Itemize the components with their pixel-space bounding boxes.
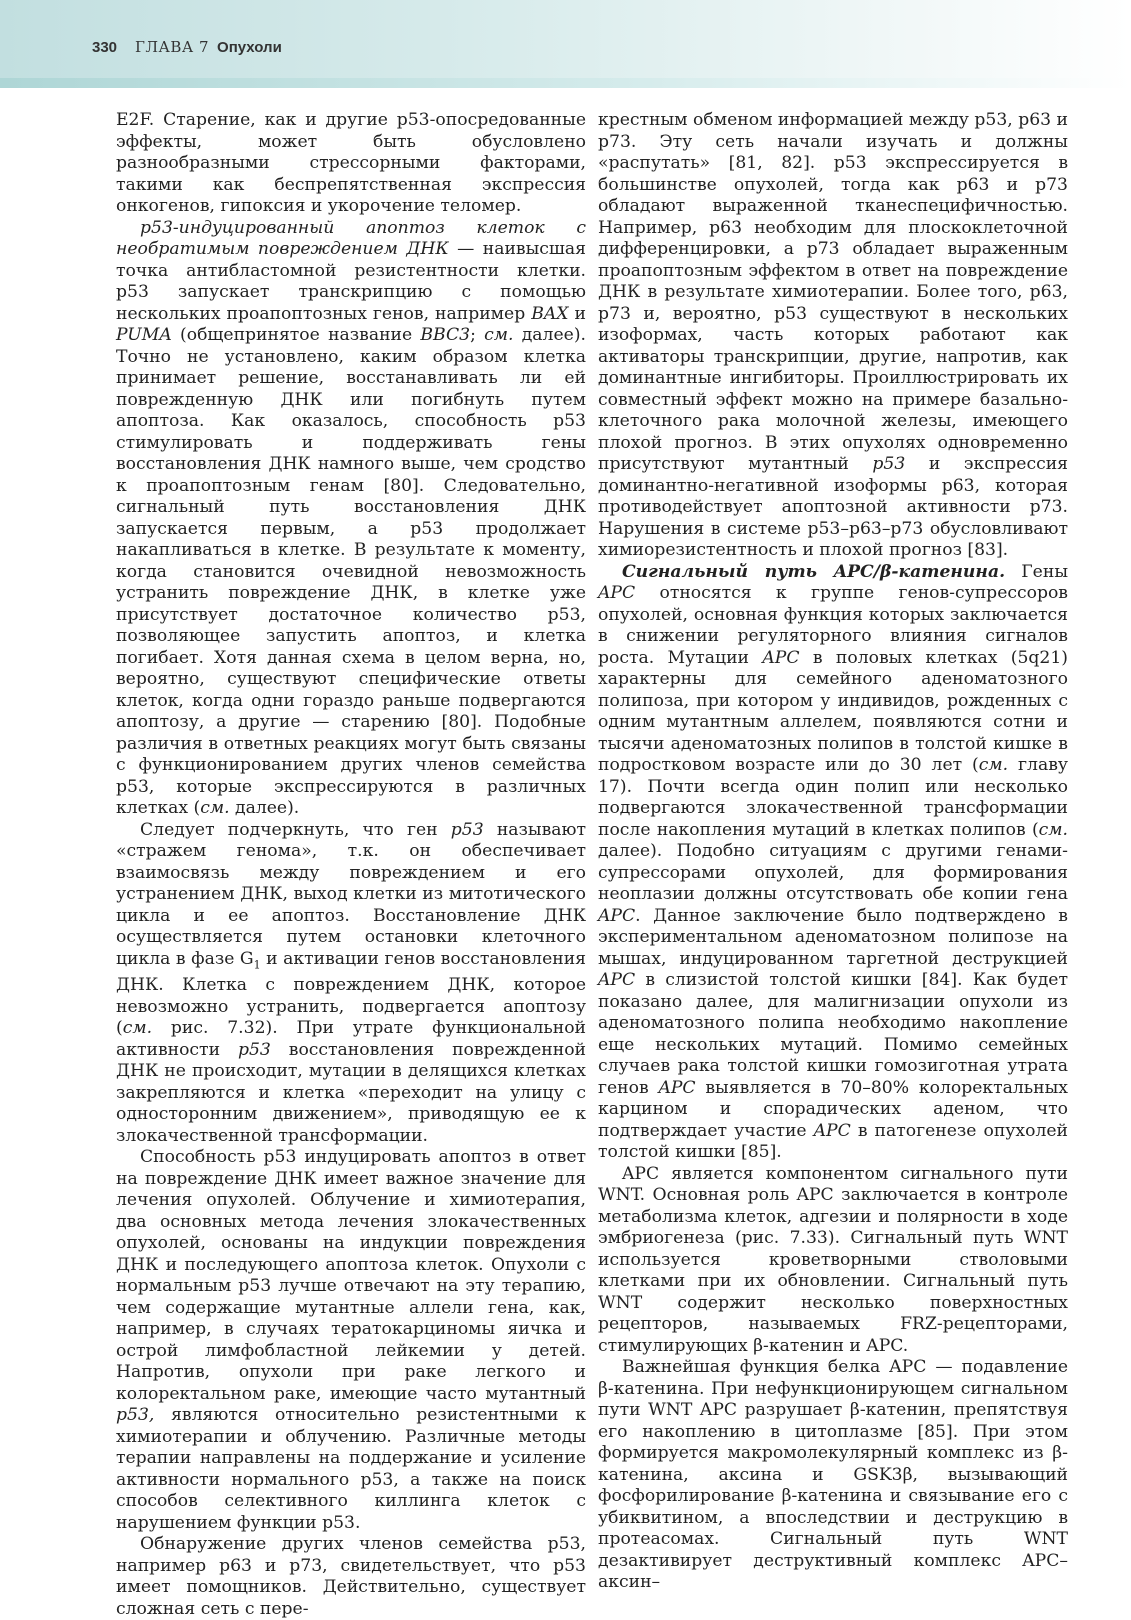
- see-reference: см.: [1038, 819, 1068, 840]
- gene-apc: APC: [813, 1120, 851, 1141]
- right-column: [598, 110, 1068, 1594]
- right-paragraph-4: Важнейшая функция белка APC — подавление β-катенина. При нефункционирующем сигнальном пути WNT APC разрушает β-катенин, препятствуя его накоплению в цитоплазме [85]. При этом формируется макромолекулярный комплекс из β-катенина, аксина и GSK3β, вызывающий фосфорилирование β-катенина и связывание его с убиквитином, а впоследствии и деструкцию в протеасомах. Сигнальный путь WNT дезактивирует деструктивный комплекс APC–аксин–: [598, 1357, 1068, 1592]
- gene-bbc3: BBC3: [420, 325, 471, 345]
- gene-p53: p53,: [116, 1405, 155, 1426]
- gene-apc: APC: [598, 970, 636, 990]
- gene-apc: APC: [598, 905, 636, 926]
- page-number: 330: [92, 39, 118, 56]
- see-reference: см.: [978, 755, 1009, 775]
- gene-puma: PUMA: [116, 325, 172, 345]
- running-head: [92, 38, 282, 60]
- gene-bax: BAX: [531, 303, 569, 324]
- left-paragraph-5: Обнаружение других членов семейства p53, например p63 и p73, свидетельствует, что p53 имеет помощников. Действительно, существует сложная сеть с пере-: [116, 1534, 586, 1619]
- gene-apc: APC: [598, 583, 636, 603]
- see-reference: см.: [484, 325, 514, 345]
- right-paragraph-2: Сигнальный путь APC/β-катенина. Гены APC относятся к группе генов-супрессоров опухолей, основная функция которых заключается в снижении регуляторного влияния сигналов роста. Мутации APC в половых клетках (5q21) характерны для семейного аденоматозного полипоза, при котором у индивидов, рожденных с одним мутантным аллелем, появляются сотни и тысячи аденоматозных полипов в толстой кишке в подростковом возрасте или до 30 лет (см. главу 17). Почти всегда один полип или несколько подвергаются злокачественной трансформации после накопления мутаций в клетках полипов (см. далее). Подобно ситуациям с другими генами-супрессорами опухолей, для формирования неоплазии должны отсутствовать обе копии гена APC. Данное заключение было подтверждено в экспериментальном аденоматозном полипозе на мышах, индуцированном таргетной деструкцией APC в слизистой толстой кишки [84]. Как будет показано далее, для малигнизации опухоли из аденоматозного полипа необходимо накопление еще нескольких мутаций. Помимо семейных случаев рака толстой кишки гомозиготная утрата генов APC выявляется в 70–80% колоректальных карцином и спорадических аденом, что подтверждает участие APC в патогенезе опухолей толстой кишки [85].: [598, 561, 1068, 1162]
- gene-apc: APC: [658, 1077, 696, 1098]
- apoptosis-lead: p53-индуцированный апоптоз клеток с необратимым повреждением ДНК: [116, 217, 586, 259]
- see-reference: см.: [122, 1018, 153, 1039]
- phase-subscript: 1: [253, 957, 261, 971]
- right-paragraph-1: крестным обменом информацией между p53, p63 и p73. Эту сеть начали изучать и должны «распутать» [81, 82]. p53 экспрессируется в большинстве опухолей, тогда как p63 и p73 обладают выраженной тканеспецифичностью. Например, p63 необходим для плоскоклеточной дифференцировки, а p73 обладает выраженным проапоптозным эффектом в ответ на повреждение ДНК в результате химиотерапии. Более того, p63, p73 и, вероятно, p53 существуют в нескольких изоформах, часть которых работают как активаторы транскрипции, другие, напротив, как доминантные ингибиторы. Проиллюстрировать их совместный эффект можно на примере базально-клеточного рака молочной железы, имеющего плохой прогноз. В этих опухолях одновременно присутствуют мутантный p53 и экспрессия доминантно-негативной изоформы p63, которая противодействует апоптозной активности p73. Нарушения в системе p53–p63–p73 обусловливают химиорезистентность и плохой прогноз [83].: [598, 110, 1068, 560]
- gene-p53: p53: [450, 819, 484, 840]
- left-column: [116, 110, 586, 1620]
- chapter-title: Опухоли: [217, 39, 282, 56]
- left-paragraph-4: Способность p53 индуцировать апоптоз в ответ на повреждение ДНК имеет важное значение для лечения опухолей. Облучение и химиотерапия, два основных метода лечения злокачественных опухолей, основаны на индукции повреждения ДНК и последующего апоптоза клеток. Опухоли с нормальным p53 лучше отвечают на эту терапию, чем содержащие мутантные аллели гена, как, например, в случаях тератокарциномы яичка и острой лимфобластной лейкемии у детей. Напротив, опухоли при раке легкого и колоректальном раке, имеющие часто мутантный p53, являются относительно резистентными к химиотерапии и облучению. Различные методы терапии направлены на поддержание и усиление активности нормального p53, а также на поиск способов селективного киллинга клеток с нарушением функции p53.: [116, 1147, 586, 1533]
- gene-p53: p53: [237, 1039, 271, 1060]
- right-paragraph-3: APC является компонентом сигнального пути WNT. Основная роль APC заключается в контроле метаболизма клеток, адгезии и полярности в ходе эмбриогенеза (рис. 7.33). Сигнальный путь WNT используется кроветворными стволовыми клетками при их обновлении. Сигнальный путь WNT содержит несколько поверхностных рецепторов, называемых FRZ-рецепторами, стимулирующих β-катенин и APC.: [598, 1163, 1068, 1356]
- left-paragraph-2: p53-индуцированный апоптоз клеток с необратимым повреждением ДНК — наивысшая точка антибластомной резистентности клетки. p53 запускает транскрипцию с помощью нескольких проапоптозных генов, например BAX и PUMA (общепринятое название BBC3; см. далее). Точно не установлено, каким образом клетка принимает решение, восстанавливать ли ей поврежденную ДНК или погибнуть путем апоптоза. Как оказалось, способность p53 стимулировать и поддерживать гены восстановления ДНК намного выше, чем сродство к проапоптозным генам [80]. Следовательно, сигнальный путь восстановления ДНК запускается первым, а p53 продолжает накапливаться в клетке. В результате к моменту, когда становится очевидной невозможность устранить повреждение ДНК, в клетке уже присутствует достаточное количество p53, позволяющее запустить апоптоз, и клетка погибает. Хотя данная схема в целом верна, но, вероятно, существуют специфические ответы клеток, когда одни гораздо раньше подвергаются апоптозу, а другие — старению [80]. Подобные различия в ответных реакциях могут быть связаны с функционированием других членов семейства p53, которые экспрессируются в различных клетках (см. далее).: [116, 217, 587, 818]
- left-paragraph-3: Следует подчеркнуть, что ген p53 называют «стражем генома», т.к. он обеспечивает взаимосвязь между повреждением и его устранением ДНК, выход клетки из митотического цикла и ее апоптоз. Восстановление ДНК осуществляется путем остановки клеточного цикла в фазе $G_1$ и активации генов восстановления ДНК. Клетка с повреждением ДНК, которое невозможно устранить, подвергается апоптозу (см. рис. 7.32). При утрате функциональной активности p53 восстановления поврежденной ДНК не происходит, мутации в делящихся клетках закрепляются и клетка «переходит на улицу с односторонним движением», приводящую ее к злокачественной трансформации.: [116, 819, 586, 1146]
- gene-apc: APC: [762, 647, 800, 668]
- see-reference: см.: [200, 798, 230, 818]
- left-paragraph-1: E2F. Старение, как и другие p53-опосредованные эффекты, может быть обусловлено разнообразными стрессорными факторами, такими как беспрепятственная экспрессия онкогенов, гипоксия и укорочение теломер.: [116, 110, 586, 216]
- gene-p53: p53: [872, 454, 906, 474]
- apc-section-lead: Сигнальный путь APC/β-катенина.: [622, 561, 1006, 582]
- chapter-label: ГЛАВА 7: [135, 38, 210, 56]
